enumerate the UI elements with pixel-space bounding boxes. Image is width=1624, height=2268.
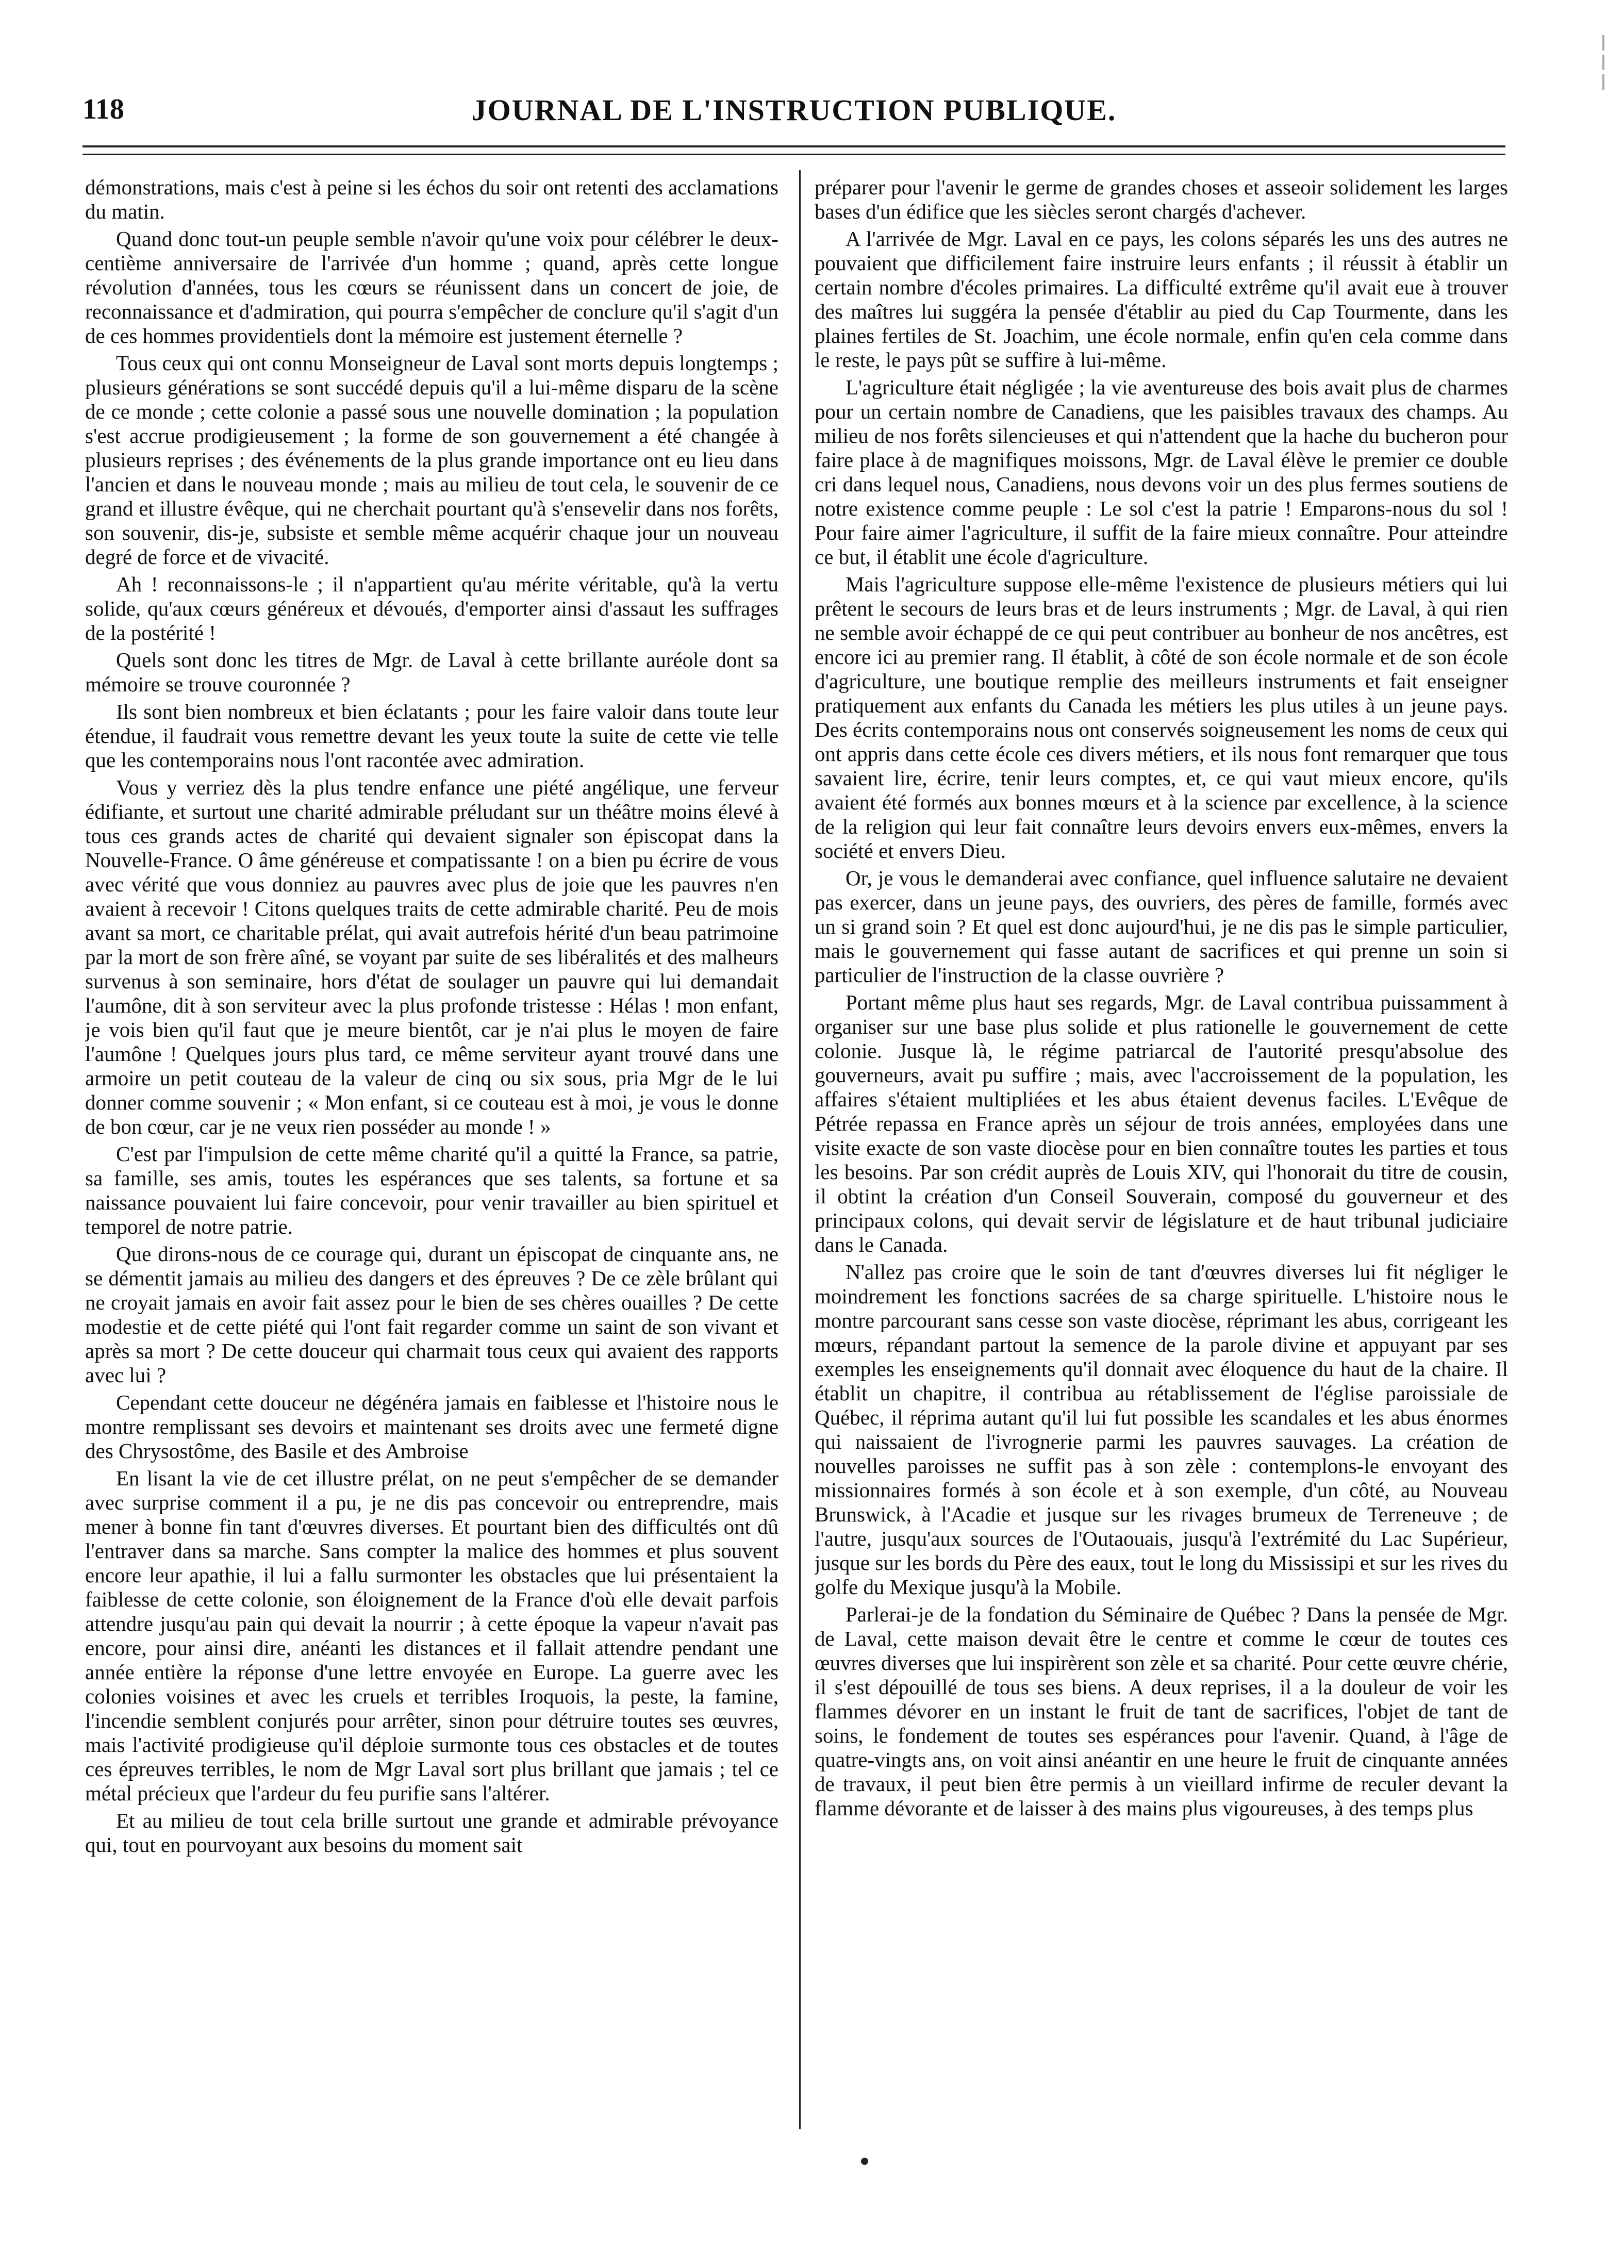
margin-marks (1593, 31, 1614, 144)
paragraph: C'est par l'impulsion de cette même charité qu'il a quitté la France, sa patrie, sa famille, ses amis, toutes les espérances que ses talents, sa fortune et sa naissance pouvaient lui faire concevoir, pour venir travailler au bien spirituel et temporel de notre patrie. (85, 1142, 778, 1238)
paragraph: Portant même plus haut ses regards, Mgr. de Laval contribua puissamment à organiser sur une base plus solide et plus rationelle le gouvernement de cette colonie. Jusque là, le régime patriarcal de l'autorité presqu'absolue des gouverneurs, avait pu suffire ; mais, avec l'accroissement de la population, les affaires s'étaient multipliées et les abus étaient devenus faciles. L'Evêque de Pétrée repassa en France après un séjour de trois années, employées dans une visite exacte de son vaste diocèse pour en bien connaître toutes les parties et tous les besoins. Par son crédit auprès de Louis XIV, qui l'honorait du titre de cousin, il obtint la création d'un Conseil Souverain, composé du gouverneur et des principaux colons, qui devait servir de législature et de haut tribunal judiciaire dans le Canada. (815, 990, 1508, 1256)
paragraph: Or, je vous le demanderai avec confiance, quel influence salutaire ne devaient pas exercer, dans un jeune pays, des ouvriers, des pères de famille, formés avec un si grand soin ? Et quel est donc aujourd'hui, je ne dis pas le simple particulier, mais le gouvernement qui fasse autant de sacrifices et qui prenne un soin si particulier de l'instruction de la classe ouvrière ? (815, 866, 1508, 987)
paragraph: Parlerai-je de la fondation du Séminaire de Québec ? Dans la pensée de Mgr. de Laval, cette maison devait être le centre et comme le cœur de toutes ces œuvres diverses que lui inspirèrent son zèle et sa charité. Pour cette œuvre chérie, il s'est dépouillé de tous ses biens. A deux reprises, il a la douleur de voir les flammes dévorer en un instant le fruit de tant de sacrifices, l'objet de tant de soins, le fondement de toutes ses espérances pour l'avenir. Quand, à l'âge de quatre-vingts ans, on voit ainsi anéantir en une heure le fruit de cinquante années de travaux, il peut bien être permis à un vieillard infirme de reculer devant la flamme dévorante et de laisser à des mains plus vigoureuses, à des temps plus (815, 1602, 1508, 1820)
paragraph: Tous ceux qui ont connu Monseigneur de Laval sont morts depuis longtemps ; plusieurs générations se sont succédé depuis qu'il a lui-même disparu de la scène de ce monde ; cette colonie a passé sous une nouvelle domination ; la population s'est accrue prodigieusement ; la forme de son gouvernement a été changée à plusieurs reprises ; des événements de la plus grande importance ont eu lieu dans l'ancien et dans le nouveau monde ; mais au milieu de tout cela, le souvenir de ce grand et illustre évêque, qui ne cherchait pourtant qu'à s'ensevelir dans nos forêts, son souvenir, dis-je, subsiste et semble même acquérir chaque jour un nouveau degré de force et de vivacité. (85, 351, 778, 569)
right-column (815, 175, 1508, 2165)
header-rule-top (82, 145, 1505, 147)
ink-dot (861, 2158, 868, 2165)
paragraph: Ah ! reconnaissons-le ; il n'appartient qu'au mérite véritable, qu'à la vertu solide, qu'aux cœurs généreux et dévoués, d'emporter ainsi d'assaut les suffrages de la postérité ! (85, 572, 778, 644)
paragraph: démonstrations, mais c'est à peine si les échos du soir ont retenti des acclamations du matin. (85, 175, 778, 223)
header-rule-bottom (82, 154, 1505, 155)
paragraph: Mais l'agriculture suppose elle-même l'existence de plusieurs métiers qui lui prêtent le secours de leurs bras et de leurs instruments ; Mgr. de Laval, à qui rien ne semble avoir échappé de ce qui peut contribuer au bonheur de nos ancêtres, est encore ici au premier rang. Il établit, à côté de son école normale et de son école d'agriculture, une boutique remplie des meilleurs instruments et fait enseigner pratiquement aux enfants du Canada les métiers les plus utiles à un jeune pays. Des écrits contemporains nous ont conservés soigneusement les noms de ceux qui ont appris dans cette école ces divers métiers, et ils nous font remarquer que tous savaient lire, écrire, tenir leurs comptes, et, ce qui vaut mieux encore, qu'ils avaient été formés aux bonnes mœurs et à la science par excellence, à la science de la religion qui leur fait connaître leurs devoirs envers eux-mêmes, envers la société et envers Dieu. (815, 572, 1508, 863)
column-divider (799, 170, 801, 2129)
paragraph: Quels sont donc les titres de Mgr. de Laval à cette brillante auréole dont sa mémoire se trouve couronnée ? (85, 648, 778, 696)
paragraph: Quand donc tout-un peuple semble n'avoir qu'une voix pour célébrer le deux-centième anniversaire de l'arrivée d'un homme ; quand, après cette longue révolution d'années, tous les cœurs se réunissent dans un concert de joie, de reconnaissance et d'admiration, qui pourra s'empêcher de conclure qu'il s'agit d'un de ces hommes providentiels dont la mémoire est justement éternelle ? (85, 227, 778, 347)
paragraph: Cependant cette douceur ne dégénéra jamais en faiblesse et l'histoire nous le montre remplissant ses devoirs et maintenant ses droits avec une fermeté digne des Chrysostôme, des Basile et des Ambroise (85, 1390, 778, 1463)
paragraph: Et au milieu de tout cela brille surtout une grande et admirable prévoyance qui, tout en pourvoyant aux besoins du moment sait (85, 1809, 778, 1857)
journal-title: JOURNAL DE L'INSTRUCTION PUBLIQUE. (471, 93, 1117, 127)
paragraph: A l'arrivée de Mgr. Laval en ce pays, les colons séparés les uns des autres ne pouvaient que difficilement faire instruire leurs enfants ; il réussit à établir un certain nombre d'écoles primaires. La difficulté extrême qu'il avait eue à trouver des maîtres lui suggéra la pensée d'établir au pied du Cap Tourmente, dans les plaines fertiles de St. Joachim, une école normale, enfin qu'en cela comme dans le reste, le pays pût se suffire à lui-même. (815, 227, 1508, 372)
left-column (85, 175, 778, 2165)
paragraph: En lisant la vie de cet illustre prélat, on ne peut s'empêcher de se demander avec surprise comment il a pu, je ne dis pas concevoir ou entreprendre, mais mener à bonne fin tant d'œuvres diverses. Et pourtant bien des difficultés ont dû l'entraver dans sa marche. Sans compter la malice des hommes et plus souvent encore leur apathie, il lui a fallu surmonter les obstacles que lui présentaient la faiblesse de cette colonie, son éloignement de la France d'où elle devait parfois attendre jusqu'au pain qui devait la nourrir ; à cette époque la vapeur n'avait pas encore, pour ainsi dire, anéanti les distances et il fallait attendre pendant une année entière la réponse d'une lettre envoyée en Europe. La guerre avec les colonies voisines et avec les cruels et terribles Iroquois, la peste, la famine, l'incendie semblent conjurés pour arrêter, sinon pour détruire toutes ses œuvres, mais l'activité prodigieuse qu'il déploie surmonte tous ces obstacles et de toutes ces épreuves terribles, le nom de Mgr Laval sort plus brillant que jamais ; tel ce métal précieux que l'ardeur du feu purifie sans l'altérer. (85, 1466, 778, 1805)
paragraph: Que dirons-nous de ce courage qui, durant un épiscopat de cinquante ans, ne se démentit jamais au milieu des dangers et des épreuves ? De ce zèle brûlant qui ne croyait jamais en avoir fait assez pour le bien de ses chères ouailles ? De cette modestie et de cette piété qui l'ont fait regarder comme un saint de son vivant et après sa mort ? De cette douceur qui charmait tous ceux qui avaient des rapports avec lui ? (85, 1242, 778, 1387)
page-number: 118 (82, 93, 124, 125)
paragraph: Vous y verriez dès la plus tendre enfance une piété angélique, une ferveur édifiante, et surtout une charité admirable préludant sur un théâtre moins élevé à tous ces grands actes de charité qui devaient signaler son épiscopat dans la Nouvelle-France. O âme généreuse et compatissante ! on a bien pu écrire de vous avec vérité que vous donniez au pauvres avec plus de joie que les pauvres n'en avaient à recevoir ! Citons quelques traits de cette admirable charité. Peu de mois avant sa mort, ce charitable prélat, qui avait autrefois hérité d'un beau patrimoine par la mort de son frère aîné, se voyant par suite de ses libéralités et des malheurs survenus à son seminaire, hors d'état de soulager un pauvre qui lui demandait l'aumône, dit à son serviteur avec la plus profonde tristesse : Hélas ! mon enfant, je vois bien qu'il faut que je meure bientôt, car je n'ai plus le moyen de faire l'aumône ! Quelques jours plus tard, ce même serviteur ayant trouvé dans une armoire un petit couteau de la valeur de cinq ou six sous, pria Mgr de le lui donner comme souvenir ; « Mon enfant, si ce couteau est à moi, je vous le donne de bon cœur, car je ne veux rien posséder au monde ! » (85, 775, 778, 1138)
paragraph: Ils sont bien nombreux et bien éclatants ; pour les faire valoir dans toute leur étendue, il faudrait vous remettre devant les yeux toute la suite de cette vie telle que les contemporains nous l'ont racontée avec admiration. (85, 700, 778, 772)
paragraph: L'agriculture était négligée ; la vie aventureuse des bois avait plus de charmes pour un certain nombre de Canadiens, que les paisibles travaux des champs. Au milieu de nos forêts silencieuses et qui n'attendent que la hache du bucheron pour faire place à de magnifiques moissons, Mgr. de Laval élève le premier ce double cri dans lequel nous, Canadiens, nous devons voir un des plus fermes soutiens de notre existence comme peuple : Le sol c'est la patrie ! Emparons-nous du sol ! Pour faire aimer l'agriculture, il suffit de la faire mieux connaître. Pour atteindre ce but, il établit une école d'agriculture. (815, 375, 1508, 569)
paragraph: préparer pour l'avenir le germe de grandes choses et asseoir solidement les larges bases d'un édifice que les siècles seront chargés d'achever. (815, 175, 1508, 223)
page-header (82, 93, 1505, 134)
paragraph: N'allez pas croire que le soin de tant d'œuvres diverses lui fit négliger le moindrement les fonctions sacrées de sa charge spirituelle. L'histoire nous le montre parcourant sans cesse son vaste diocèse, réprimant les abus, corrigeant les mœurs, répandant partout la semence de la parole divine et appuyant par ses exemples les enseignements qu'il donnait avec éloquence du haut de la chaire. Il établit un chapitre, il contribua au rétablissement de l'église paroissiale de Québec, il réprima autant qu'il lui fut possible les scandales et les abus énormes qui naissaient de l'ivrognerie parmi les pauvres sauvages. La création de nouvelles paroisses ne suffit pas à son zèle : contemplons-le envoyant des missionnaires formés à son école et à son exemple, d'un côté, au Nouveau Brunswick, à l'Acadie et jusque sur les rivages brumeux de Terreneuve ; de l'autre, jusqu'aux sources de l'Outaouais, jusqu'à l'extrémité du Lac Supérieur, jusque sur les bords du Père des eaux, tout le long du Mississipi et sur les rives du golfe du Mexique jusqu'à la Mobile. (815, 1260, 1508, 1599)
